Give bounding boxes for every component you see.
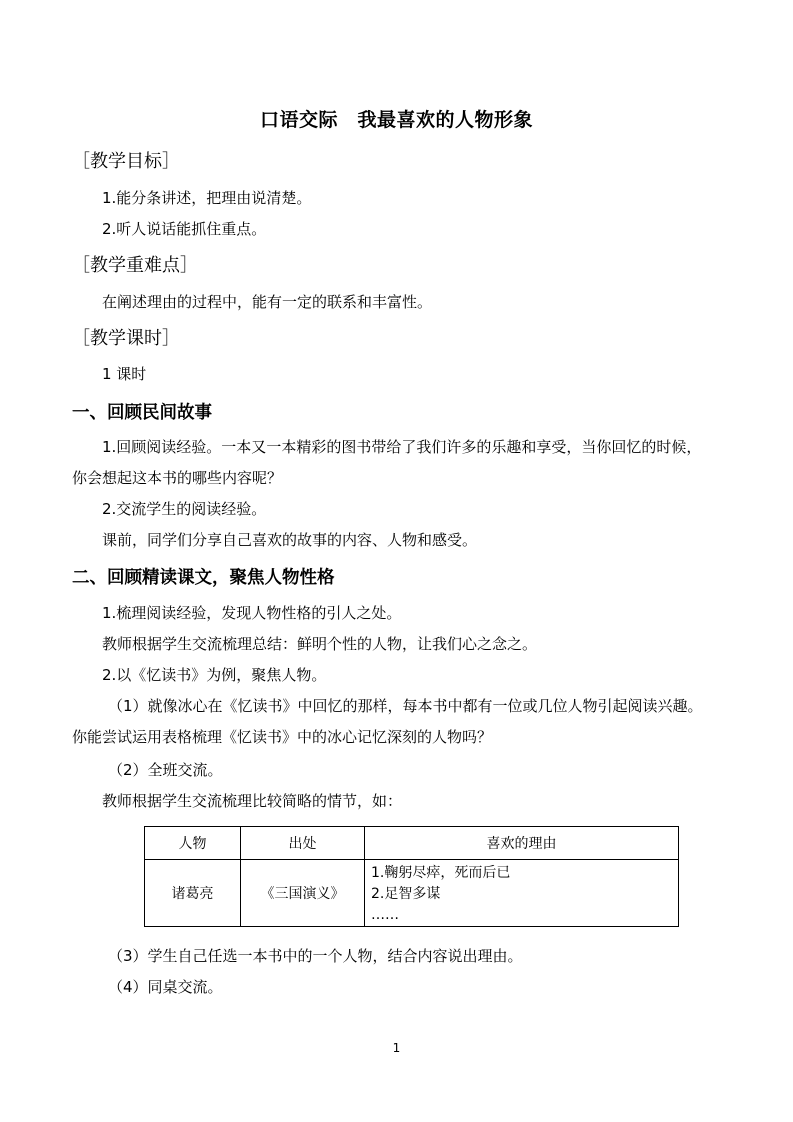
- table-header-row: [145, 827, 679, 860]
- table-cell-source: 《三国演义》: [241, 860, 365, 927]
- section-2-paragraph-7: （3）学生自己任选一本书中的一个人物，结合内容说出理由。: [108, 947, 523, 965]
- section-1-paragraph-1-line-2: 你会想起这本书的哪些内容呢？: [72, 469, 283, 487]
- section-1-paragraph-2: 2.交流学生的阅读经验。: [102, 500, 267, 518]
- objective-item-1: 1.能分条讲述，把理由说清楚。: [102, 189, 312, 207]
- section-2-paragraph-8: （4）同桌交流。: [108, 978, 223, 996]
- section-2-paragraph-4-line-1: （1）就像冰心在《忆读书》中回忆的那样，每本书中都有一位或几位人物引起阅读兴趣。: [108, 697, 703, 715]
- reason-item-1: 1.鞠躬尽瘁，死而后已: [371, 865, 511, 881]
- section-2-paragraph-3: 2.以《忆读书》为例，聚焦人物。: [102, 666, 327, 684]
- section-1-paragraph-3: 课前，同学们分享自己喜欢的故事的内容、人物和感受。: [102, 531, 478, 549]
- table-header-source: 出处: [241, 827, 365, 860]
- section-1-paragraph-1-line-1: 1.回顾阅读经验。一本又一本精彩的图书带给了我们许多的乐趣和享受，当你回忆的时候，: [102, 438, 702, 456]
- table-row: [145, 860, 679, 927]
- section-2-paragraph-1: 1.梳理阅读经验，发现人物性格的引人之处。: [102, 604, 402, 622]
- page-number: 1: [392, 1041, 401, 1055]
- reason-item-2: 2.足智多谋: [371, 886, 441, 902]
- section-2-paragraph-5: （2）全班交流。: [108, 761, 223, 779]
- key-points-heading: ［教学重难点］: [72, 255, 198, 276]
- reason-item-3: ……: [371, 907, 399, 923]
- section-2-paragraph-4-line-2: 你能尝试运用表格梳理《忆读书》中的冰心记忆深刻的人物吗？: [72, 728, 493, 746]
- key-points-text: 在阐述理由的过程中，能有一定的联系和丰富性。: [102, 293, 433, 311]
- section-1-heading: 一、回顾民间故事: [72, 403, 212, 423]
- section-2-paragraph-2: 教师根据学生交流梳理总结：鲜明个性的人物，让我们心之念之。: [102, 635, 538, 653]
- character-table: [144, 826, 679, 927]
- table-header-reasons: 喜欢的理由: [365, 827, 679, 860]
- section-2-paragraph-6: 教师根据学生交流梳理比较简略的情节，如：: [102, 792, 403, 810]
- objectives-heading: ［教学目标］: [72, 151, 180, 172]
- table-cell-character: 诸葛亮: [145, 860, 241, 927]
- page-title: 口语交际 我最喜欢的人物形象: [259, 109, 533, 131]
- hours-text: 1 课时: [102, 365, 147, 383]
- objective-item-2: 2.听人说话能抓住重点。: [102, 220, 267, 238]
- table-cell-reasons: [365, 860, 679, 927]
- table-header-character: 人物: [145, 827, 241, 860]
- section-2-heading: 二、回顾精读课文，聚焦人物性格: [72, 568, 335, 588]
- hours-heading: ［教学课时］: [72, 328, 180, 349]
